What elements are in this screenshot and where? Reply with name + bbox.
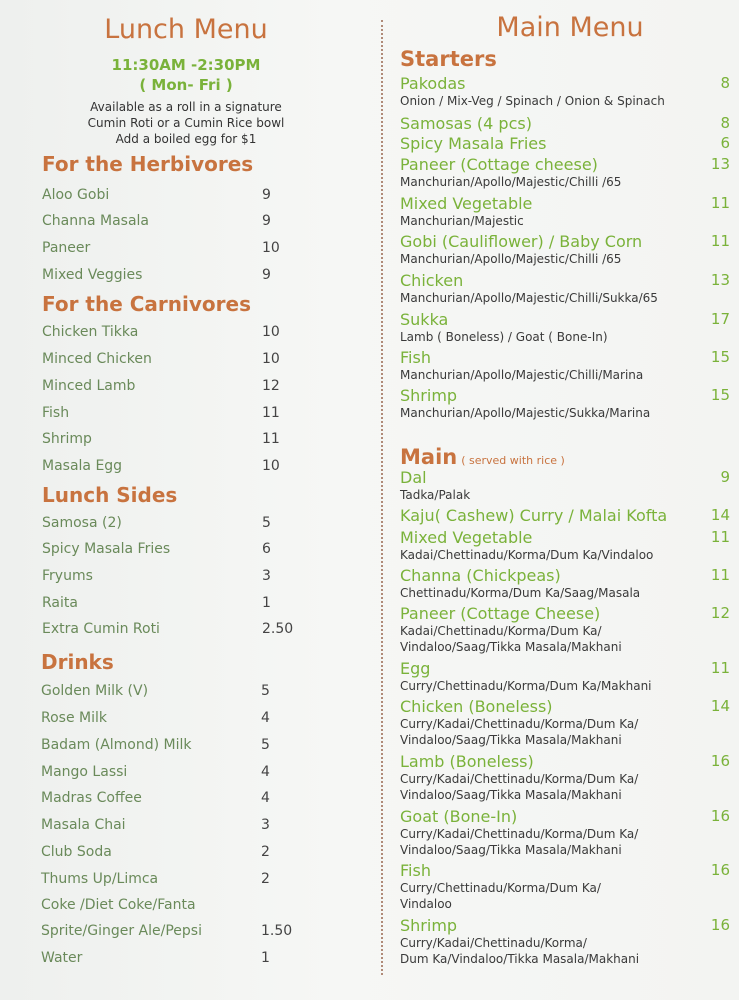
menu-item: [400, 74, 730, 109]
item-name: Paneer: [42, 240, 91, 256]
lunch-hours-time: 11:30AM -2:30PM: [111, 56, 261, 74]
item-name: Fryums: [42, 568, 93, 584]
item-options: Curry/Kadai/Chettinadu/Korma/: [400, 936, 587, 950]
item-name: Masala Egg: [42, 458, 123, 474]
item-options: Vindaloo/Saag/Tikka Masala/Makhani: [400, 640, 622, 654]
item-options: Manchurian/Apollo/Majestic/Chilli /65: [400, 252, 622, 266]
item-price: 3: [261, 817, 270, 833]
lunch-note: Available as a roll in a signature: [90, 100, 282, 114]
menu-item: [400, 348, 730, 383]
item-name: Spicy Masala Fries: [400, 134, 547, 153]
menu-item: [400, 659, 730, 694]
item-options: Vindaloo: [400, 897, 452, 911]
item-price: 15: [710, 348, 730, 366]
section-subtitle: ( served with rice ): [461, 454, 565, 467]
menu-item: [400, 271, 730, 306]
menu-item: [400, 861, 730, 912]
item-options: Manchurian/Apollo/Majestic/Chilli/Marina: [400, 368, 644, 382]
section-title-starters: Starters: [400, 47, 497, 71]
section-title-drinks: Drinks: [41, 650, 114, 674]
menu-item: [400, 916, 730, 967]
item-name: Fish: [42, 405, 70, 421]
item-price: 6: [720, 134, 730, 152]
item-name: Shrimp: [400, 916, 458, 935]
item-price: 2: [261, 844, 270, 860]
item-price: 6: [262, 541, 271, 557]
menu-item: [400, 604, 730, 655]
item-name: Coke /Diet Coke/Fanta: [41, 897, 196, 913]
item-price: 16: [710, 807, 730, 825]
item-name: Madras Coffee: [41, 790, 142, 806]
item-name: Rose Milk: [41, 710, 107, 726]
item-name: Gobi (Cauliflower) / Baby Corn: [400, 232, 643, 251]
item-price: 17: [710, 310, 730, 328]
item-options: Curry/Kadai/Chettinadu/Korma/Dum Ka/: [400, 772, 639, 786]
section-title-main-label: Main: [400, 445, 458, 469]
item-options: Chettinadu/Korma/Dum Ka/Saag/Masala: [400, 586, 641, 600]
item-name: Channa (Chickpeas): [400, 566, 561, 585]
item-price: 8: [720, 74, 730, 92]
item-name: Thums Up/Limca: [41, 871, 159, 887]
section-title-lunch-sides: Lunch Sides: [42, 483, 178, 507]
menu-item: [400, 155, 730, 190]
item-options: Curry/Kadai/Chettinadu/Korma/Dum Ka/: [400, 717, 639, 731]
item-price: 11: [262, 431, 280, 447]
menu-item: [400, 114, 730, 133]
item-name: Spicy Masala Fries: [42, 541, 171, 557]
item-price: 11: [262, 405, 280, 421]
item-name: Kaju( Cashew) Curry / Malai Kofta: [400, 506, 668, 525]
item-options: Vindaloo/Saag/Tikka Masala/Makhani: [400, 788, 622, 802]
item-options: Curry/Chettinadu/Korma/Dum Ka/Makhani: [400, 679, 652, 693]
item-options: Vindaloo/Saag/Tikka Masala/Makhani: [400, 843, 622, 857]
item-options: Manchurian/Majestic: [400, 214, 524, 228]
item-price: 12: [262, 378, 280, 394]
item-price: 9: [262, 267, 271, 283]
item-name: Sukka: [400, 310, 449, 329]
item-price: 11: [710, 528, 730, 546]
item-price: 1.50: [261, 923, 293, 939]
item-name: Goat (Bone-In): [400, 807, 518, 826]
item-name: Lamb (Boneless): [400, 752, 534, 771]
menu-item: [400, 232, 730, 267]
item-name: Shrimp: [42, 431, 92, 447]
item-name: Shrimp: [400, 386, 458, 405]
item-price: 11: [710, 659, 730, 677]
item-price: 4: [261, 710, 270, 726]
item-price: 4: [261, 790, 270, 806]
section-title-carnivores: For the Carnivores: [42, 292, 251, 316]
item-name: Egg: [400, 659, 431, 678]
item-price: 10: [262, 240, 280, 256]
item-price: 9: [720, 468, 730, 486]
item-name: Fish: [400, 861, 431, 880]
item-options: Tadka/Palak: [400, 488, 471, 502]
item-name: Minced Chicken: [42, 351, 152, 367]
menu-item: [400, 386, 730, 421]
item-name: Mango Lassi: [41, 764, 128, 780]
item-name: Chicken (Boneless): [400, 697, 553, 716]
item-price: 4: [261, 764, 270, 780]
item-name: Extra Cumin Roti: [42, 621, 160, 637]
item-name: Mixed Vegetable: [400, 194, 533, 213]
item-price: 11: [710, 194, 730, 212]
item-options: Kadai/Chettinadu/Korma/Dum Ka/: [400, 624, 602, 638]
item-name: Mixed Veggies: [42, 267, 143, 283]
item-price: 2: [261, 871, 270, 887]
item-price: 16: [710, 752, 730, 770]
item-price: 3: [262, 568, 271, 584]
item-name: Mixed Vegetable: [400, 528, 533, 547]
item-name: Water: [41, 950, 83, 966]
item-name: Chicken: [400, 271, 464, 290]
main-menu-title: Main Menu: [496, 12, 644, 43]
item-options: Curry/Chettinadu/Korma/Dum Ka/: [400, 881, 601, 895]
item-price: 12: [710, 604, 730, 622]
item-price: 13: [710, 271, 730, 289]
item-options: Dum Ka/Vindaloo/Tikka Masala/Makhani: [400, 952, 640, 966]
item-name: Fish: [400, 348, 431, 367]
item-options: Manchurian/Apollo/Majestic/Chilli/Sukka/65: [400, 291, 658, 305]
lunch-menu-title: Lunch Menu: [104, 14, 268, 45]
item-name: Badam (Almond) Milk: [41, 737, 192, 753]
menu-item: [400, 134, 730, 153]
item-price: 9: [262, 213, 271, 229]
item-price: 16: [710, 916, 730, 934]
item-price: 15: [710, 386, 730, 404]
item-price: 14: [710, 697, 730, 715]
item-name: Minced Lamb: [42, 378, 136, 394]
item-name: Paneer (Cottage cheese): [400, 155, 598, 174]
item-price: 14: [710, 506, 730, 524]
item-price: 9: [262, 187, 271, 203]
item-price: 10: [262, 324, 280, 340]
item-price: 5: [262, 515, 271, 531]
item-price: 1: [261, 950, 270, 966]
lunch-note: Cumin Roti or a Cumin Rice bowl: [87, 116, 285, 130]
item-options: Curry/Kadai/Chettinadu/Korma/Dum Ka/: [400, 827, 639, 841]
item-price: 10: [262, 458, 280, 474]
menu-item: [400, 506, 730, 525]
lunch-hours: [0, 55, 372, 95]
item-name: Club Soda: [41, 844, 112, 860]
item-name: Golden Milk (V): [41, 683, 149, 699]
lunch-note: Add a boiled egg for $1: [115, 132, 257, 146]
item-options: Manchurian/Apollo/Majestic/Sukka/Marina: [400, 406, 651, 420]
item-price: 2.50: [262, 621, 294, 637]
item-options: Kadai/Chettinadu/Korma/Dum Ka/Vindaloo: [400, 548, 654, 562]
lunch-hours-days: ( Mon- Fri ): [139, 76, 233, 94]
item-price: 1: [262, 595, 271, 611]
item-options: Onion / Mix-Veg / Spinach / Onion & Spinach: [400, 94, 665, 108]
item-name: Samosas (4 pcs): [400, 114, 532, 133]
menu-item: [400, 468, 730, 503]
item-price: 5: [261, 737, 270, 753]
item-price: 8: [720, 114, 730, 132]
menu-item: [400, 528, 730, 563]
item-price: 11: [710, 566, 730, 584]
item-price: 5: [261, 683, 270, 699]
item-name: Chicken Tikka: [42, 324, 139, 340]
item-options: Lamb ( Boneless) / Goat ( Bone-In): [400, 330, 608, 344]
item-name: Sprite/Ginger Ale/Pepsi: [41, 923, 202, 939]
item-name: Aloo Gobi: [42, 187, 110, 203]
item-price: 16: [710, 861, 730, 879]
menu-item: [400, 752, 730, 803]
menu-item: [400, 697, 730, 748]
menu-item: [400, 194, 730, 229]
item-price: 10: [262, 351, 280, 367]
item-price: 11: [710, 232, 730, 250]
lunch-notes: [0, 99, 372, 147]
section-title-herbivores: For the Herbivores: [42, 152, 254, 176]
item-name: Channa Masala: [42, 213, 150, 229]
section-title-main: [400, 445, 565, 469]
item-name: Dal: [400, 468, 427, 487]
item-name: Pakodas: [400, 74, 466, 93]
item-name: Masala Chai: [41, 817, 126, 833]
item-options: Vindaloo/Saag/Tikka Masala/Makhani: [400, 733, 622, 747]
item-name: Raita: [42, 595, 78, 611]
item-options: Manchurian/Apollo/Majestic/Chilli /65: [400, 175, 622, 189]
menu-item: [400, 310, 730, 345]
item-name: Paneer (Cottage Cheese): [400, 604, 601, 623]
menu-item: [400, 566, 730, 601]
item-price: 13: [710, 155, 730, 173]
item-name: Samosa (2): [42, 515, 122, 531]
menu-item: [400, 807, 730, 858]
column-divider: [381, 20, 383, 975]
